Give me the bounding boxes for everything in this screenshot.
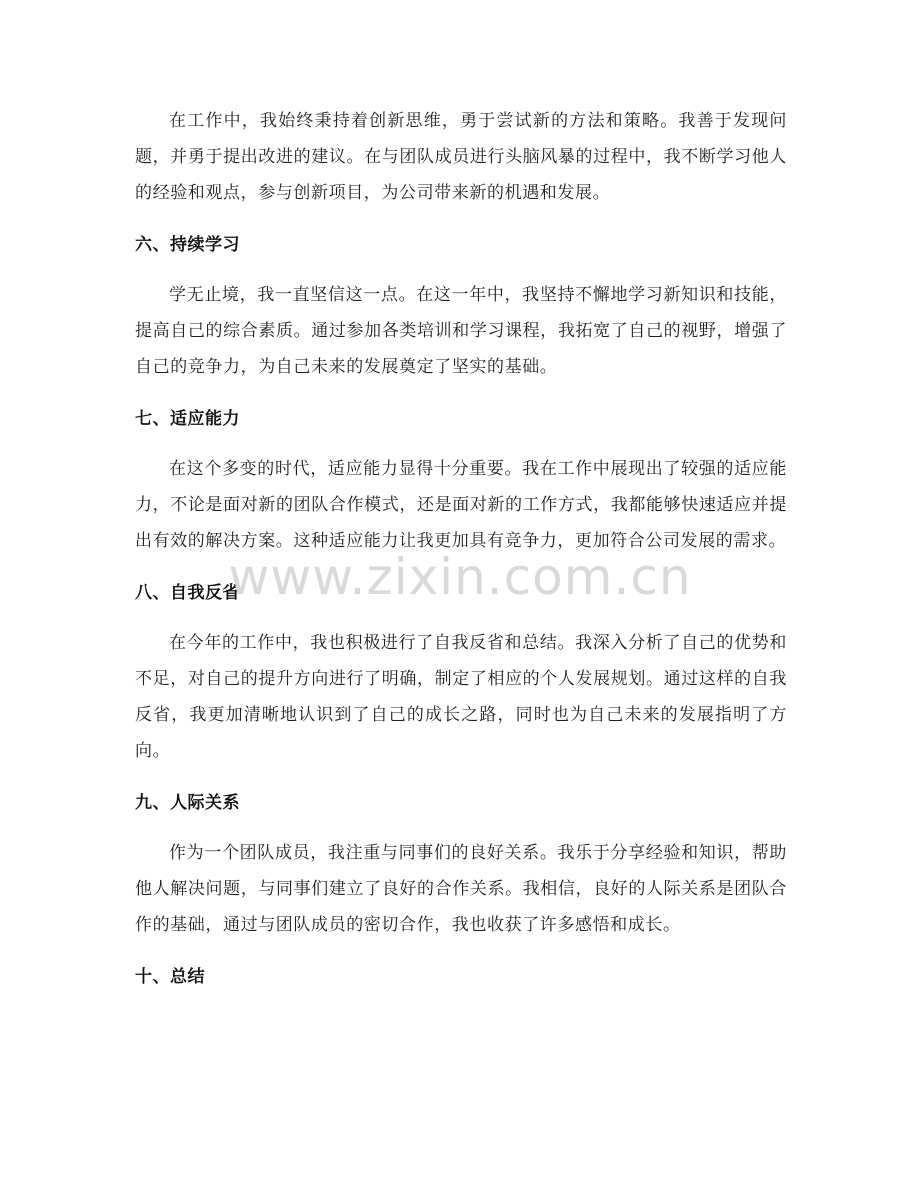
section-heading-summary: 十、总结	[135, 967, 205, 987]
section-heading-self-reflection: 八、自我反省	[135, 583, 240, 603]
intro-paragraph: 在工作中，我始终秉持着创新思维，勇于尝试新的方法和策略。我善于发现问题，并勇于提出改进的建议。在与团队成员进行头脑风暴的过程中，我不断学习他人的经验和观点，参与创新项目，为公司带来新的机遇和发展。	[135, 111, 787, 203]
section-body-self-reflection: 在今年的工作中，我也积极进行了自我反省和总结。我深入分析了自己的优势和不足，对自己的提升方向进行了明确，制定了相应的个人发展规划。通过这样的自我反省，我更加清晰地认识到了自己的成长之路，同时也为自己未来的发展指明了方向。	[135, 633, 787, 761]
section-body-adaptability: 在这个多变的时代，适应能力显得十分重要。我在工作中展现出了较强的适应能力，不论是面对新的团队合作模式，还是面对新的工作方式，我都能够快速适应并提出有效的解决方案。这种适应能力让我更加具有竞争力，更加符合公司发展的需求。	[135, 459, 787, 551]
section-heading-continuous-learning: 六、持续学习	[135, 235, 240, 255]
section-body-continuous-learning: 学无止境，我一直坚信这一点。在这一年中，我坚持不懈地学习新知识和技能，提高自己的综合素质。通过参加各类培训和学习课程，我拓宽了自己的视野，增强了自己的竞争力，为自己未来的发展奠定了坚实的基础。	[135, 285, 787, 377]
section-heading-interpersonal-relations: 九、人际关系	[135, 793, 240, 813]
section-body-interpersonal-relations: 作为一个团队成员，我注重与同事们的良好关系。我乐于分享经验和知识，帮助他人解决问题，与同事们建立了良好的合作关系。我相信，良好的人际关系是团队合作的基础，通过与团队成员的密切合作，我也收获了许多感悟和成长。	[135, 843, 787, 935]
watermark: www.zixin.com.cn	[228, 548, 692, 606]
section-heading-adaptability: 七、适应能力	[135, 409, 240, 429]
document-content	[135, 103, 787, 995]
